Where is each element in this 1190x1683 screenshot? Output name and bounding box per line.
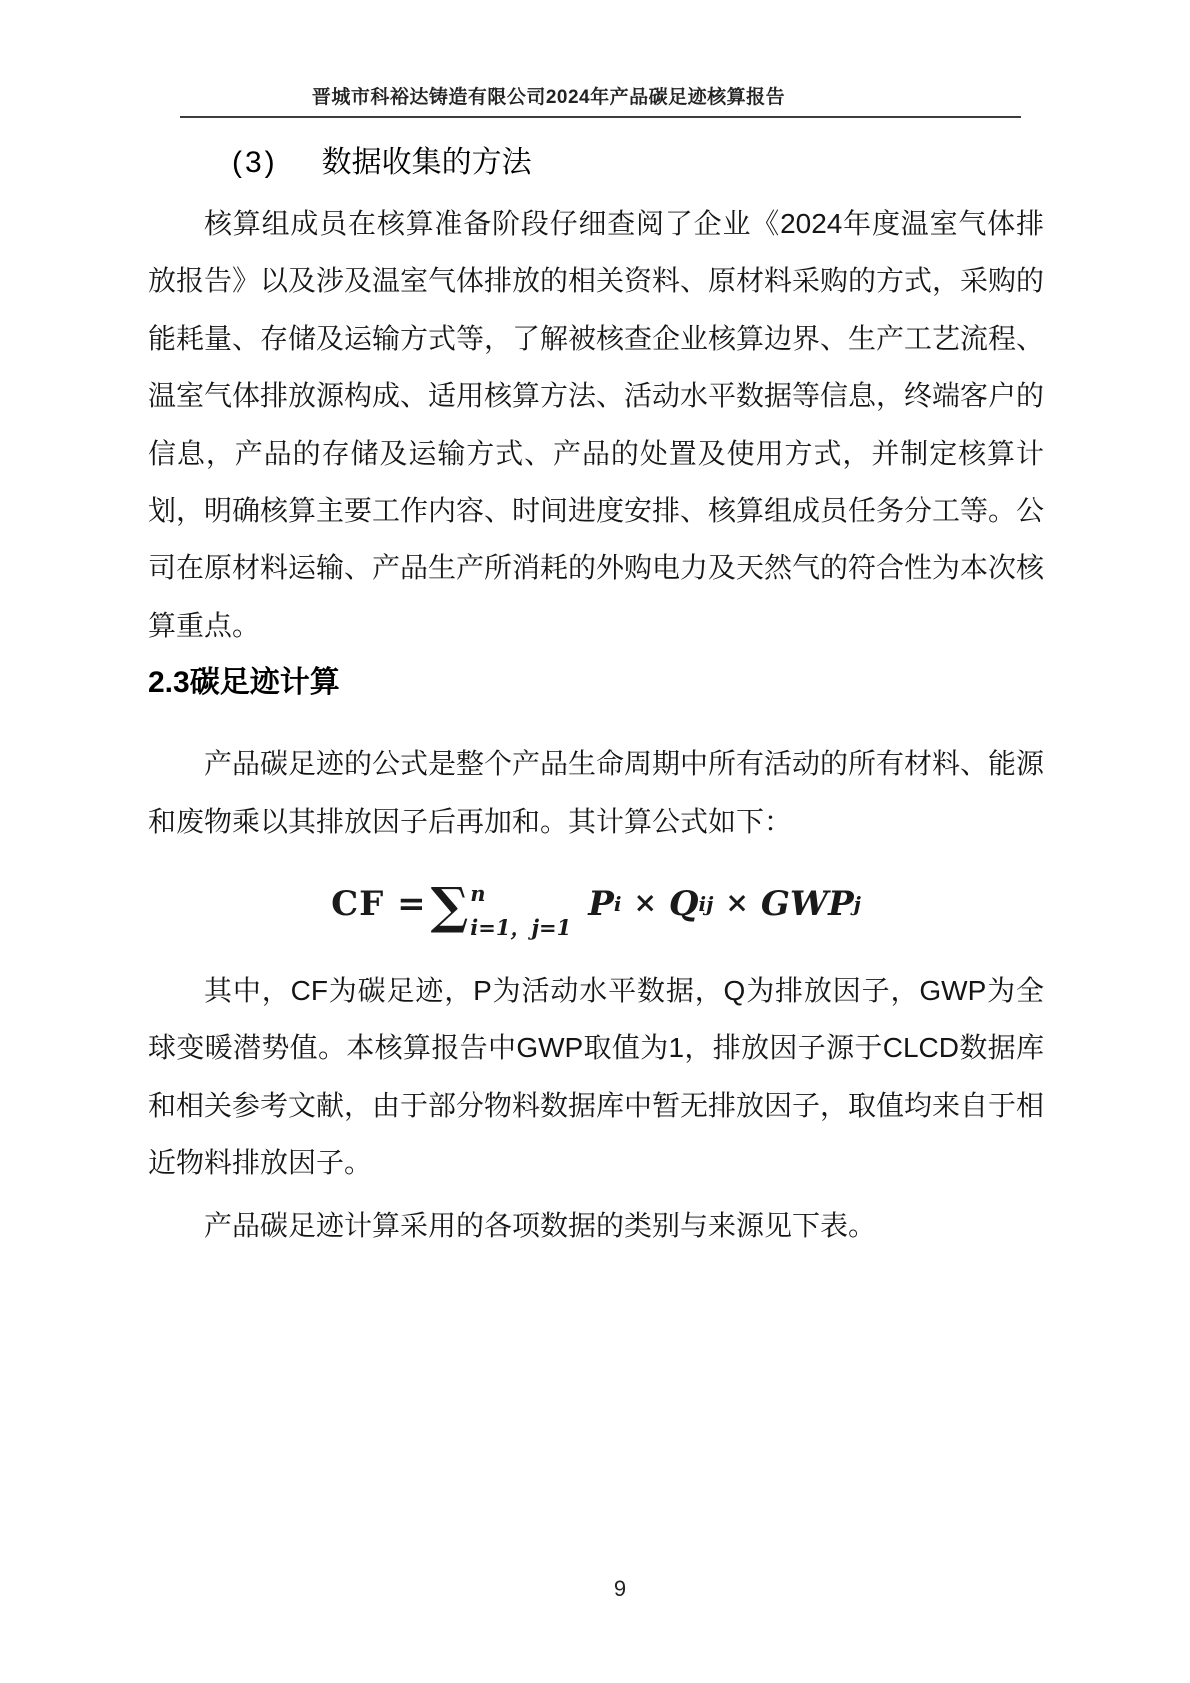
formula-sigma-lower: i=1，j=1 — [470, 914, 572, 940]
page-body — [148, 142, 1044, 1254]
paragraph-formula-intro: 产品碳足迹的公式是整个产品生命周期中所有活动的所有材料、能源和废物乘以其排放因子后再加和。其计算公式如下： — [148, 748, 1045, 837]
paragraph-data-collection: 核算组成员在核算准备阶段仔细查阅了企业《2024年度温室气体排放报告》以及涉及温室气体排放的相关资料、原材料采购的方式，采购的能耗量、存储及运输方式等，了解被核查企业核算边界、生产工艺流程、温室气体排放源构成、适用核算方法、活动水平数据等信息，终端客户的信息，产品的存储及运输方式、产品的处置及使用方式，并制定核算计划，明确核算主要工作内容、时间进度安排、核算组成员任务分工等。公司在原材料运输、产品生产所消耗的外购电力及天然气的符合性为本次核算重点。 — [148, 208, 1045, 641]
formula-var-gwp: GWP — [760, 884, 854, 925]
carbon-footprint-formula — [148, 862, 1044, 946]
subsection-title: 数据收集的方法 — [321, 146, 532, 179]
formula-times-1: × — [633, 885, 657, 919]
formula-sigma-upper: n — [470, 880, 486, 906]
page-number: 9 — [613, 1576, 627, 1601]
formula-var-q-sub: ij — [698, 892, 714, 917]
formula-sigma-icon: ∑ — [430, 876, 469, 936]
subsection-heading-3 — [148, 142, 1044, 184]
formula-var-q: Q — [668, 884, 699, 925]
running-header-title: 晋城市科裕达铸造有限公司2024年产品碳足迹核算报告 — [311, 87, 786, 108]
formula-times-2: × — [725, 885, 749, 919]
paragraph-data-sources: 产品碳足迹计算采用的各项数据的类别与来源见下表。 — [204, 1209, 877, 1241]
paragraph-formula-explanation: 其中，CF为碳足迹，P为活动水平数据，Q为排放因子，GWP为全球变暖潜势值。本核算报告中GWP取值为1，排放因子源于CLCD数据库和相关参考文献，由于部分物料数据库中暂无排放因子，取值均来自于相近物料排放因子。 — [148, 975, 1045, 1179]
subsection-number: (3) — [232, 146, 278, 179]
formula-lhs: CF = — [331, 884, 427, 925]
header-divider — [180, 116, 1021, 118]
formula-var-p: P — [588, 884, 614, 925]
formula-var-gwp-sub: j — [853, 892, 861, 917]
formula-sigma-limits — [470, 880, 588, 940]
running-header — [180, 82, 1021, 109]
section-heading-2-3: 2.3碳足迹计算 — [148, 666, 340, 700]
formula-var-p-sub: i — [613, 892, 622, 917]
